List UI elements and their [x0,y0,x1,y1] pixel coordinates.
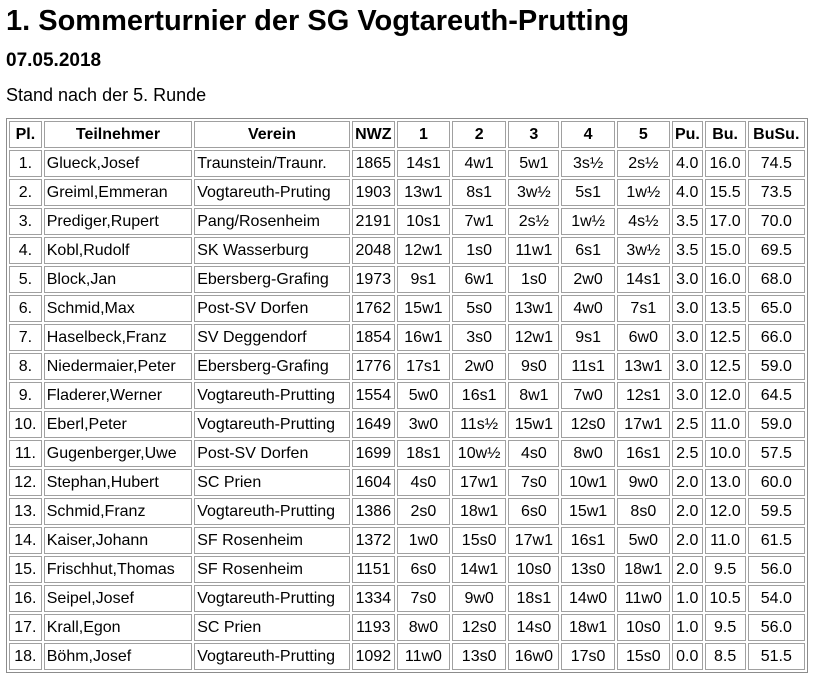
cell-round-1: 12w1 [397,237,450,264]
cell-club: Post-SV Dorfen [194,440,350,467]
cell-buchholz: 15.0 [705,237,746,264]
cell-place: 14. [9,527,42,554]
cell-round-5: 12s1 [617,382,670,409]
table-row [9,179,805,206]
cell-buchholz-sum: 60.0 [748,469,805,496]
cell-buchholz: 13.5 [705,295,746,322]
cell-participant: Eberl,Peter [44,411,192,438]
cell-club: SC Prien [194,469,350,496]
cell-buchholz: 16.0 [705,150,746,177]
cell-club: Vogtareuth-Prutting [194,498,350,525]
cell-round-2: 8s1 [452,179,506,206]
cell-place: 4. [9,237,42,264]
cell-round-5: 16s1 [617,440,670,467]
cell-buchholz-sum: 65.0 [748,295,805,322]
cell-buchholz: 12.5 [705,353,746,380]
cell-club: Traunstein/Traunr. [194,150,350,177]
cell-round-3: 8w1 [508,382,559,409]
cell-round-1: 6s0 [397,556,450,583]
standings-table [6,118,808,673]
cell-buchholz-sum: 51.5 [748,643,805,670]
cell-round-4: 7w0 [561,382,614,409]
cell-club: SF Rosenheim [194,527,350,554]
cell-round-5: 2s½ [617,150,670,177]
cell-round-3: 6s0 [508,498,559,525]
cell-buchholz-sum: 74.5 [748,150,805,177]
cell-buchholz-sum: 57.5 [748,440,805,467]
table-row [9,382,805,409]
cell-round-5: 1w½ [617,179,670,206]
cell-participant: Böhm,Josef [44,643,192,670]
cell-points: 2.0 [672,498,703,525]
cell-rating: 1854 [352,324,395,351]
cell-buchholz: 13.0 [705,469,746,496]
cell-round-5: 6w0 [617,324,670,351]
cell-buchholz: 9.5 [705,614,746,641]
cell-buchholz-sum: 59.0 [748,353,805,380]
cell-club: Vogtareuth-Prutting [194,382,350,409]
cell-round-1: 16w1 [397,324,450,351]
header-col-buchholz: Bu. [705,121,746,148]
cell-round-4: 6s1 [561,237,614,264]
cell-round-1: 5w0 [397,382,450,409]
cell-points: 3.5 [672,208,703,235]
cell-points: 2.0 [672,556,703,583]
cell-club: Post-SV Dorfen [194,295,350,322]
cell-participant: Schmid,Max [44,295,192,322]
cell-round-1: 7s0 [397,585,450,612]
cell-round-5: 11w0 [617,585,670,612]
cell-points: 2.0 [672,469,703,496]
cell-round-4: 9s1 [561,324,614,351]
cell-round-3: 4s0 [508,440,559,467]
header-col-round-4: 4 [561,121,614,148]
cell-round-5: 18w1 [617,556,670,583]
cell-rating: 1699 [352,440,395,467]
table-header-row [9,121,805,148]
table-row [9,353,805,380]
cell-round-2: 1s0 [452,237,506,264]
cell-club: Vogtareuth-Pruting [194,179,350,206]
cell-round-2: 7w1 [452,208,506,235]
cell-place: 1. [9,150,42,177]
cell-round-4: 18w1 [561,614,614,641]
header-col-points: Pu. [672,121,703,148]
table-row [9,556,805,583]
page-title: 1. Sommerturnier der SG Vogtareuth-Prutting [6,5,630,37]
cell-rating: 1554 [352,382,395,409]
standings-subtitle: Stand nach der 5. Runde [6,85,207,105]
cell-participant: Greiml,Emmeran [44,179,192,206]
cell-round-3: 11w1 [508,237,559,264]
cell-round-1: 17s1 [397,353,450,380]
cell-round-4: 13s0 [561,556,614,583]
cell-participant: Seipel,Josef [44,585,192,612]
cell-round-4: 10w1 [561,469,614,496]
cell-participant: Krall,Egon [44,614,192,641]
cell-rating: 1903 [352,179,395,206]
cell-buchholz-sum: 56.0 [748,556,805,583]
cell-round-1: 18s1 [397,440,450,467]
cell-rating: 1092 [352,643,395,670]
table-row [9,614,805,641]
cell-round-1: 8w0 [397,614,450,641]
cell-participant: Gugenberger,Uwe [44,440,192,467]
cell-rating: 1649 [352,411,395,438]
cell-round-2: 14w1 [452,556,506,583]
cell-points: 3.0 [672,382,703,409]
cell-buchholz-sum: 64.5 [748,382,805,409]
cell-buchholz: 8.5 [705,643,746,670]
cell-round-1: 2s0 [397,498,450,525]
header-col-place: Pl. [9,121,42,148]
cell-participant: Glueck,Josef [44,150,192,177]
cell-round-5: 7s1 [617,295,670,322]
cell-round-2: 6w1 [452,266,506,293]
cell-buchholz: 12.5 [705,324,746,351]
cell-round-1: 10s1 [397,208,450,235]
cell-buchholz-sum: 54.0 [748,585,805,612]
cell-rating: 1865 [352,150,395,177]
cell-round-1: 4s0 [397,469,450,496]
cell-club: SC Prien [194,614,350,641]
cell-round-3: 12w1 [508,324,559,351]
table-row [9,324,805,351]
header-col-round-5: 5 [617,121,670,148]
cell-round-3: 5w1 [508,150,559,177]
cell-round-4: 11s1 [561,353,614,380]
table-row [9,469,805,496]
table-row [9,585,805,612]
cell-round-2: 13s0 [452,643,506,670]
cell-round-4: 15w1 [561,498,614,525]
cell-buchholz-sum: 56.0 [748,614,805,641]
cell-round-1: 15w1 [397,295,450,322]
header-col-rating: NWZ [352,121,395,148]
cell-place: 12. [9,469,42,496]
cell-round-4: 17s0 [561,643,614,670]
cell-round-5: 4s½ [617,208,670,235]
cell-participant: Block,Jan [44,266,192,293]
cell-place: 13. [9,498,42,525]
cell-rating: 1604 [352,469,395,496]
cell-round-2: 16s1 [452,382,506,409]
cell-points: 2.5 [672,411,703,438]
cell-round-4: 8w0 [561,440,614,467]
cell-points: 3.0 [672,266,703,293]
table-row [9,527,805,554]
cell-round-5: 3w½ [617,237,670,264]
cell-round-3: 15w1 [508,411,559,438]
cell-buchholz-sum: 59.0 [748,411,805,438]
table-row [9,208,805,235]
cell-buchholz-sum: 61.5 [748,527,805,554]
cell-points: 3.0 [672,324,703,351]
cell-round-1: 14s1 [397,150,450,177]
cell-round-2: 17w1 [452,469,506,496]
cell-points: 1.0 [672,585,703,612]
cell-place: 7. [9,324,42,351]
cell-club: SK Wasserburg [194,237,350,264]
cell-participant: Kobl,Rudolf [44,237,192,264]
cell-rating: 1151 [352,556,395,583]
table-row [9,411,805,438]
cell-participant: Prediger,Rupert [44,208,192,235]
cell-round-3: 17w1 [508,527,559,554]
cell-place: 5. [9,266,42,293]
cell-buchholz: 16.0 [705,266,746,293]
cell-participant: Schmid,Franz [44,498,192,525]
cell-buchholz: 10.0 [705,440,746,467]
cell-round-5: 9w0 [617,469,670,496]
cell-round-4: 2w0 [561,266,614,293]
header-col-round-2: 2 [452,121,506,148]
table-row [9,295,805,322]
cell-points: 1.0 [672,614,703,641]
cell-round-4: 14w0 [561,585,614,612]
cell-buchholz-sum: 66.0 [748,324,805,351]
cell-participant: Niedermaier,Peter [44,353,192,380]
cell-round-1: 11w0 [397,643,450,670]
cell-round-3: 2s½ [508,208,559,235]
cell-round-2: 4w1 [452,150,506,177]
cell-club: Pang/Rosenheim [194,208,350,235]
cell-place: 3. [9,208,42,235]
cell-round-5: 14s1 [617,266,670,293]
cell-club: Ebersberg-Grafing [194,266,350,293]
tournament-date: 07.05.2018 [6,50,102,71]
table-row [9,440,805,467]
cell-buchholz-sum: 73.5 [748,179,805,206]
cell-round-3: 10s0 [508,556,559,583]
cell-place: 8. [9,353,42,380]
cell-round-3: 7s0 [508,469,559,496]
cell-buchholz-sum: 69.5 [748,237,805,264]
cell-round-2: 2w0 [452,353,506,380]
cell-place: 2. [9,179,42,206]
cell-buchholz: 11.0 [705,411,746,438]
cell-round-4: 5s1 [561,179,614,206]
cell-buchholz: 11.0 [705,527,746,554]
cell-rating: 2048 [352,237,395,264]
cell-round-1: 13w1 [397,179,450,206]
cell-club: SV Deggendorf [194,324,350,351]
header-col-club: Verein [194,121,350,148]
cell-rating: 1193 [352,614,395,641]
table-row [9,643,805,670]
cell-club: SF Rosenheim [194,556,350,583]
cell-place: 15. [9,556,42,583]
cell-round-1: 1w0 [397,527,450,554]
cell-rating: 1386 [352,498,395,525]
cell-round-4: 16s1 [561,527,614,554]
cell-club: Ebersberg-Grafing [194,353,350,380]
cell-round-2: 5s0 [452,295,506,322]
cell-round-5: 17w1 [617,411,670,438]
cell-round-4: 1w½ [561,208,614,235]
cell-points: 0.0 [672,643,703,670]
cell-round-2: 9w0 [452,585,506,612]
cell-round-2: 12s0 [452,614,506,641]
cell-buchholz: 15.5 [705,179,746,206]
cell-round-3: 3w½ [508,179,559,206]
cell-round-5: 5w0 [617,527,670,554]
cell-round-3: 16w0 [508,643,559,670]
cell-buchholz-sum: 59.5 [748,498,805,525]
cell-rating: 1334 [352,585,395,612]
cell-round-2: 3s0 [452,324,506,351]
table-row [9,150,805,177]
cell-place: 18. [9,643,42,670]
cell-rating: 1762 [352,295,395,322]
cell-buchholz: 12.0 [705,382,746,409]
cell-participant: Fladerer,Werner [44,382,192,409]
cell-club: Vogtareuth-Prutting [194,411,350,438]
cell-buchholz: 17.0 [705,208,746,235]
cell-buchholz: 10.5 [705,585,746,612]
cell-round-3: 9s0 [508,353,559,380]
cell-round-2: 18w1 [452,498,506,525]
cell-points: 3.0 [672,353,703,380]
cell-buchholz: 12.0 [705,498,746,525]
cell-buchholz-sum: 70.0 [748,208,805,235]
cell-rating: 1776 [352,353,395,380]
cell-round-1: 9s1 [397,266,450,293]
cell-round-4: 4w0 [561,295,614,322]
cell-club: Vogtareuth-Prutting [194,585,350,612]
cell-participant: Kaiser,Johann [44,527,192,554]
cell-place: 17. [9,614,42,641]
header-col-round-1: 1 [397,121,450,148]
cell-points: 4.0 [672,179,703,206]
cell-club: Vogtareuth-Prutting [194,643,350,670]
cell-round-2: 10w½ [452,440,506,467]
cell-buchholz: 9.5 [705,556,746,583]
cell-round-3: 13w1 [508,295,559,322]
cell-points: 4.0 [672,150,703,177]
cell-rating: 2191 [352,208,395,235]
cell-participant: Stephan,Hubert [44,469,192,496]
cell-round-3: 1s0 [508,266,559,293]
cell-round-5: 10s0 [617,614,670,641]
cell-round-2: 15s0 [452,527,506,554]
cell-points: 3.5 [672,237,703,264]
cell-rating: 1372 [352,527,395,554]
header-col-round-3: 3 [508,121,559,148]
cell-points: 3.0 [672,295,703,322]
table-row [9,237,805,264]
table-row [9,266,805,293]
cell-round-5: 8s0 [617,498,670,525]
cell-place: 10. [9,411,42,438]
cell-place: 16. [9,585,42,612]
cell-round-5: 15s0 [617,643,670,670]
cell-participant: Frischhut,Thomas [44,556,192,583]
cell-round-3: 18s1 [508,585,559,612]
cell-round-3: 14s0 [508,614,559,641]
cell-buchholz-sum: 68.0 [748,266,805,293]
cell-rating: 1973 [352,266,395,293]
cell-points: 2.5 [672,440,703,467]
table-row [9,498,805,525]
cell-round-5: 13w1 [617,353,670,380]
cell-points: 2.0 [672,527,703,554]
cell-round-2: 11s½ [452,411,506,438]
cell-round-1: 3w0 [397,411,450,438]
cell-round-4: 12s0 [561,411,614,438]
header-col-participant: Teilnehmer [44,121,192,148]
header-col-buchholz-sum: BuSu. [748,121,805,148]
cell-participant: Haselbeck,Franz [44,324,192,351]
cell-place: 11. [9,440,42,467]
cell-place: 9. [9,382,42,409]
cell-round-4: 3s½ [561,150,614,177]
cell-place: 6. [9,295,42,322]
